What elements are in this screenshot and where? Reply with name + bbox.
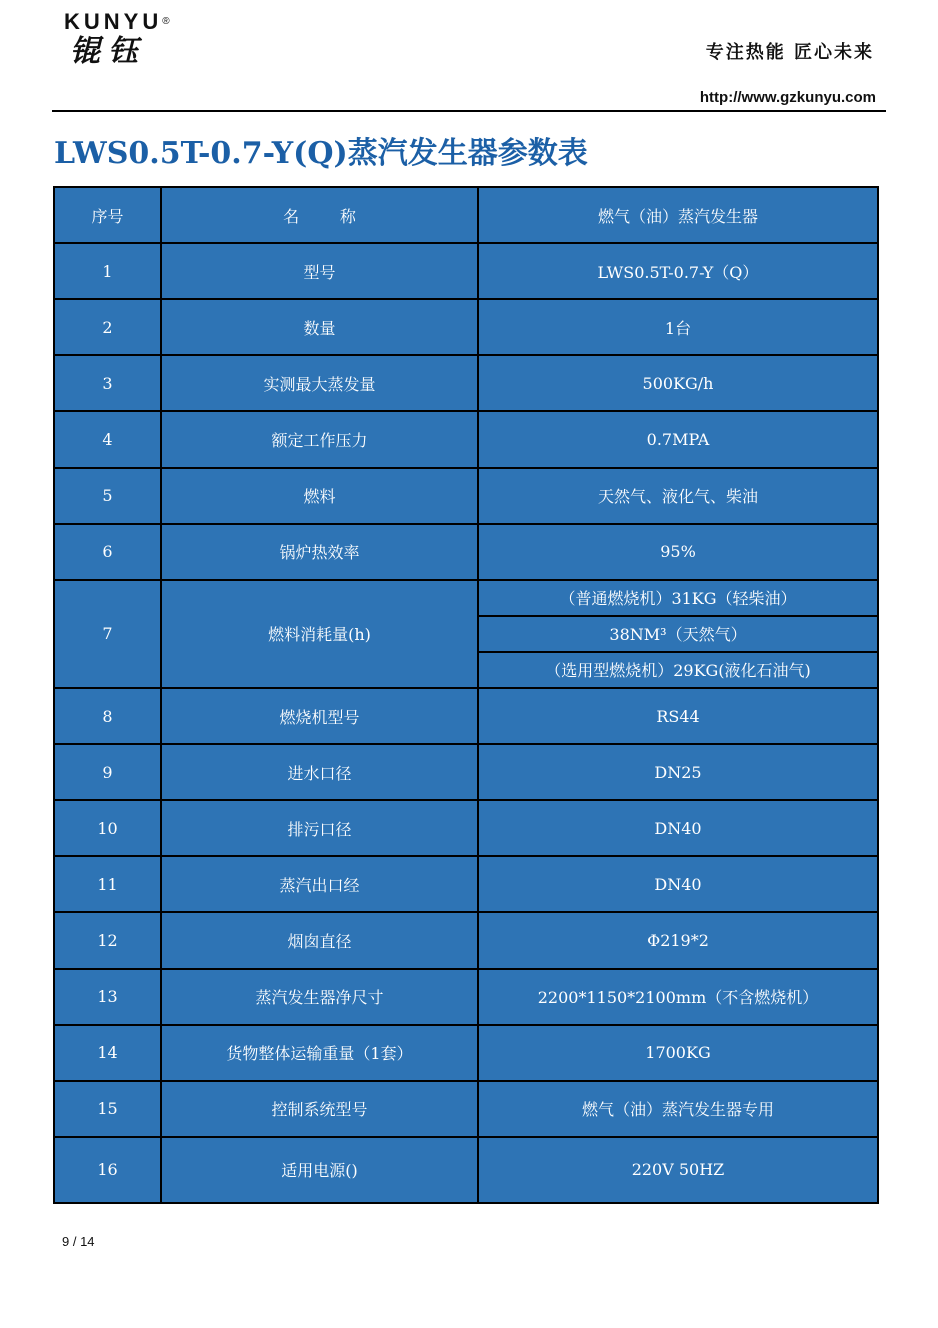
header-divider <box>52 110 886 112</box>
logo-english: KUNYU <box>64 9 163 34</box>
table-row <box>54 800 878 856</box>
table-row <box>54 524 878 580</box>
parameter-table <box>53 186 879 1204</box>
row-value: 500KG/h <box>478 355 878 411</box>
row-number: 11 <box>54 856 161 912</box>
row-name: 燃料 <box>161 468 478 524</box>
header-cell-name: 名 称 <box>161 187 478 243</box>
website-url[interactable]: http://www.gzkunyu.com <box>699 89 876 106</box>
row-number: 5 <box>54 468 161 524</box>
row-name: 进水口径 <box>161 744 478 800</box>
row-value: （选用型燃烧机）29KG(液化石油气) <box>478 652 878 688</box>
row-value: 1700KG <box>478 1025 878 1081</box>
row-number: 6 <box>54 524 161 580</box>
table-row <box>54 355 878 411</box>
table-row <box>54 243 878 299</box>
row-value: 0.7MPA <box>478 411 878 467</box>
row-number: 3 <box>54 355 161 411</box>
company-logo <box>64 10 214 70</box>
row-number: 15 <box>54 1081 161 1137</box>
row-number: 10 <box>54 800 161 856</box>
table-row <box>54 299 878 355</box>
row-value: 天然气、液化气、柴油 <box>478 468 878 524</box>
page-number: 9 / 14 <box>62 1234 95 1249</box>
table-row <box>54 1081 878 1137</box>
row-name: 燃烧机型号 <box>161 688 478 744</box>
row-name: 型号 <box>161 243 478 299</box>
row-value: 38NM³（天然气） <box>478 616 878 652</box>
registered-mark: ® <box>162 16 170 27</box>
table-row <box>54 411 878 467</box>
row-value: LWS0.5T-0.7-Y（Q） <box>478 243 878 299</box>
row-name: 燃料消耗量(h) <box>161 580 478 688</box>
table-row <box>54 1137 878 1203</box>
row-name: 货物整体运输重量（1套） <box>161 1025 478 1081</box>
row-number: 9 <box>54 744 161 800</box>
row-number: 8 <box>54 688 161 744</box>
row-number: 7 <box>54 580 161 688</box>
table-row <box>54 1025 878 1081</box>
row-value: 2200*1150*2100mm（不含燃烧机） <box>478 969 878 1025</box>
row-value: 95% <box>478 524 878 580</box>
row-value: 220V 50HZ <box>478 1137 878 1203</box>
row-value: 燃气（油）蒸汽发生器专用 <box>478 1081 878 1137</box>
row-number: 4 <box>54 411 161 467</box>
slogan: 专注热能 匠心未来 <box>705 42 874 63</box>
table-row <box>54 744 878 800</box>
row-value: （普通燃烧机）31KG（轻柴油） <box>478 580 878 616</box>
row-name: 烟囱直径 <box>161 912 478 968</box>
row-name: 蒸汽发生器净尺寸 <box>161 969 478 1025</box>
row-value: Φ219*2 <box>478 912 878 968</box>
row-number: 13 <box>54 969 161 1025</box>
row-number: 14 <box>54 1025 161 1081</box>
page-title: LWS0.5T-0.7-Y(Q)蒸汽发生器参数表 <box>54 136 588 171</box>
row-name: 锅炉热效率 <box>161 524 478 580</box>
row-name: 实测最大蒸发量 <box>161 355 478 411</box>
row-value: RS44 <box>478 688 878 744</box>
row-value: DN40 <box>478 856 878 912</box>
row-value: DN40 <box>478 800 878 856</box>
row-name: 额定工作压力 <box>161 411 478 467</box>
header-cell-number: 序号 <box>54 187 161 243</box>
row-value: DN25 <box>478 744 878 800</box>
row-name: 适用电源() <box>161 1137 478 1203</box>
row-number: 1 <box>54 243 161 299</box>
table-row <box>54 912 878 968</box>
row-number: 12 <box>54 912 161 968</box>
row-name: 排污口径 <box>161 800 478 856</box>
table-row <box>54 688 878 744</box>
row-value: 1台 <box>478 299 878 355</box>
table-header-row <box>54 187 878 243</box>
table-row <box>54 856 878 912</box>
table-row <box>54 468 878 524</box>
table-row <box>54 580 878 616</box>
header-cell-value: 燃气（油）蒸汽发生器 <box>478 187 878 243</box>
table-row <box>54 969 878 1025</box>
row-number: 2 <box>54 299 161 355</box>
row-name: 控制系统型号 <box>161 1081 478 1137</box>
row-name: 蒸汽出口经 <box>161 856 478 912</box>
row-number: 16 <box>54 1137 161 1203</box>
row-name: 数量 <box>161 299 478 355</box>
logo-chinese: 锟钰 <box>70 34 146 69</box>
